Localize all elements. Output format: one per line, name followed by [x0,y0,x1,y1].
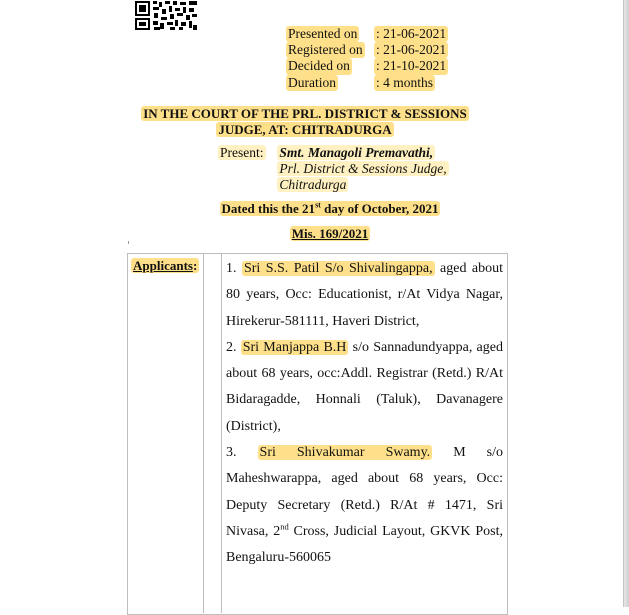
duration-label: Duration [288,74,336,90]
decided-row [286,58,448,74]
applicant-item [226,256,503,335]
applicant-number: 1. [226,261,237,276]
court-line-2: JUDGE, AT: CHITRADURGA [218,121,392,137]
applicants-label [131,258,199,274]
dated-prefix: Dated this the 21 [221,201,316,217]
case-number-text: Mis. 169/2021 [291,226,369,241]
applicant-number: 2. [226,339,237,355]
applicant-details-sup: nd [280,521,289,532]
applicant-item [226,440,503,571]
judge-name: Smt. Managoli Premavathi, [279,145,434,160]
registered-row [286,42,448,58]
decided-label: Decided on [288,58,350,74]
dated-sup: st [315,201,321,210]
applicant-name: Sri S.S. Patil S/o Shivalingappa, [243,261,433,276]
margin-mark [128,241,129,244]
applicant-item [226,335,503,440]
judge-designation: Prl. District & Sessions Judge, [279,161,447,177]
applicant-details: aged about 80 years, Occ: Educationist, r/At Vidya Nagar, Hirekerur-581111, Haveri District, [226,261,504,329]
applicants-colon: : [192,258,198,273]
applicant-number: 3. [226,445,237,461]
judge-place: Chitradurga [279,177,347,193]
court-line-1: IN THE COURT OF THE PRL. DISTRICT & SESSIONS [143,106,467,121]
applicant-details: s/o Sannadundyappa, aged about 68 years, occ:Addl. Registrar (Retd.) R/At Bidaragadde, Honnali (Taluk), Davanagere (District), [226,339,503,434]
duration-value: : 4 months [376,74,434,90]
presented-value: : 21-06-2021 [376,26,447,41]
applicant-name: Sri Manjappa B.H [242,339,347,355]
applicant-details: M s/o Maheshwarappa, aged about 68 years, Occ: Deputy Secretary (Retd.) R/At # 1471, Sri Nivasa, 2 [226,445,504,539]
decided-value: : 21-10-2021 [376,58,447,74]
applicants-list [226,256,503,572]
table-label-cell [127,253,204,613]
qr-code [134,0,198,31]
applicants-label-text: Applicants [133,258,193,273]
case-number [100,226,560,242]
duration-row [286,75,448,91]
applicant-name: Sri Shivakumar Swamy. [259,445,431,461]
presented-label: Presented on [288,26,358,41]
present-block [218,145,449,194]
dated-line [100,201,560,217]
applicant-details-post: Cross, Judicial Layout, GKVK Post, Bengaluru-560065 [226,523,503,566]
dated-suffix: day of October, 2021 [320,201,439,217]
registered-label: Registered on [288,42,363,58]
present-label: Present: [220,145,264,160]
table-spacer-cell [205,253,222,613]
registered-value: : 21-06-2021 [376,42,447,58]
case-dates [286,26,448,91]
page-edge [623,0,629,607]
presented-row [286,26,448,42]
court-heading [100,106,510,137]
